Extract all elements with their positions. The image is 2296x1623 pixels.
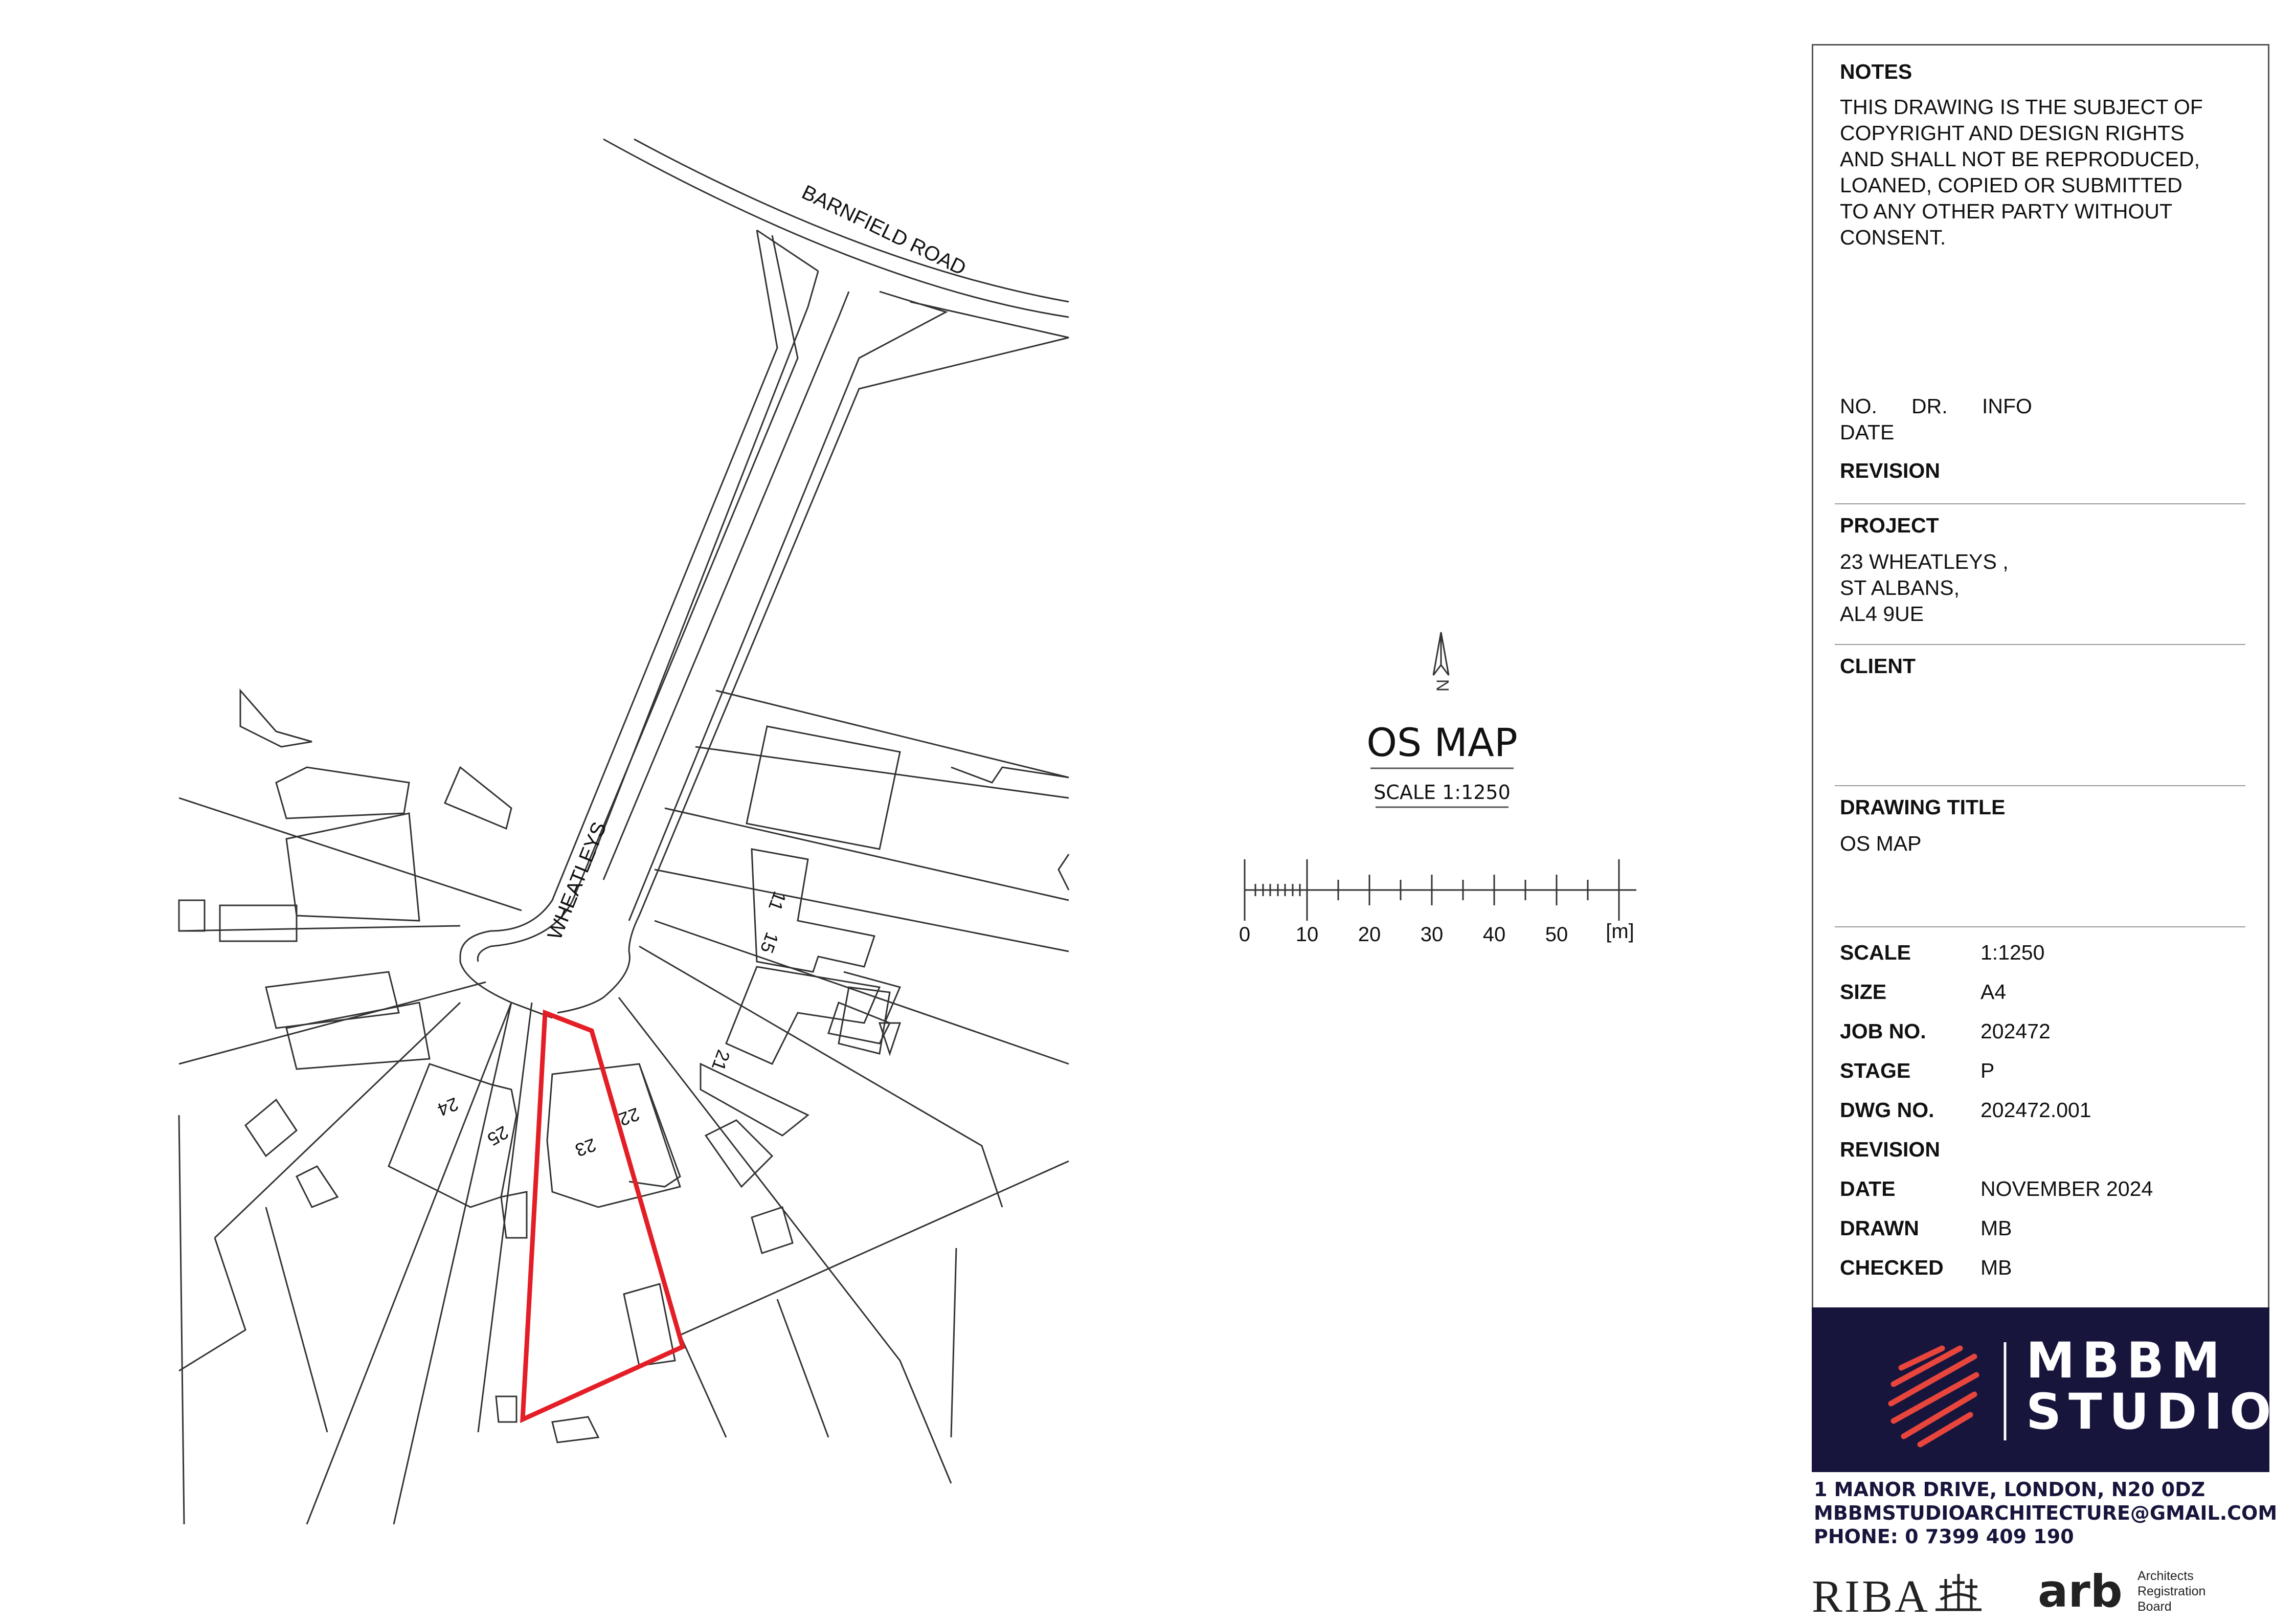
detail-label: DWG NO. bbox=[1840, 1098, 1934, 1122]
divider bbox=[1835, 785, 2245, 786]
svg-text:arb: arb bbox=[2038, 1573, 2123, 1613]
house-number: 22 bbox=[616, 1103, 643, 1130]
studio-address: 1 MANOR DRIVE, LONDON, N20 0DZ bbox=[1814, 1478, 2205, 1501]
notes-line: AND SHALL NOT BE REPRODUCED, bbox=[1840, 147, 2200, 171]
detail-value: NOVEMBER 2024 bbox=[1980, 1177, 2153, 1200]
house-number: 11 bbox=[764, 888, 791, 914]
arb-line: Architects bbox=[2137, 1569, 2194, 1583]
street-label-wheatleys: WHEATLEYS bbox=[543, 818, 611, 943]
revision-heading: REVISION bbox=[1840, 459, 1940, 482]
site-boundary bbox=[523, 1013, 683, 1419]
detail-value: MB bbox=[1980, 1256, 2012, 1279]
riba-text: RIBA bbox=[1812, 1571, 1930, 1622]
detail-label: DATE bbox=[1840, 1177, 1896, 1200]
scale-bar-label: 10 bbox=[1295, 923, 1319, 946]
drawing-title-scale: SCALE 1:1250 bbox=[1374, 781, 1511, 804]
svg-text:N: N bbox=[1433, 679, 1453, 692]
scale-bar-label: 50 bbox=[1545, 923, 1568, 946]
divider bbox=[1835, 503, 2245, 504]
divider bbox=[1835, 644, 2245, 645]
scale-bar bbox=[1245, 859, 1636, 921]
notes-line: CONSENT. bbox=[1840, 226, 1946, 249]
detail-value: A4 bbox=[1980, 980, 2007, 1004]
house-number: 24 bbox=[434, 1093, 462, 1121]
scale-bar-unit: [m] bbox=[1606, 920, 1634, 943]
project-line: 23 WHEATLEYS , bbox=[1840, 550, 2009, 573]
revision-col-date: DATE bbox=[1840, 420, 1895, 444]
riba-crest-icon bbox=[1930, 1571, 1987, 1612]
riba-logo bbox=[1812, 1570, 1930, 1623]
studio-logo-wordmark bbox=[2026, 1332, 2279, 1440]
project-line: ST ALBANS, bbox=[1840, 576, 1960, 599]
divider bbox=[1835, 926, 2245, 927]
scale-bar-label: 30 bbox=[1420, 923, 1444, 946]
detail-value: 202472 bbox=[1980, 1019, 2051, 1043]
detail-label: CHECKED bbox=[1840, 1256, 1944, 1279]
project-line: AL4 9UE bbox=[1840, 602, 1924, 626]
logo-line-1: MBBM bbox=[2026, 1332, 2227, 1389]
arb-caption bbox=[2137, 1568, 2205, 1614]
logo-line-2: STUDIO bbox=[2026, 1383, 2279, 1440]
scale-bar-label: 0 bbox=[1239, 923, 1251, 946]
drawing-title-value: OS MAP bbox=[1840, 832, 1922, 855]
arb-logo-icon bbox=[2038, 1573, 2130, 1613]
detail-label: DRAWN bbox=[1840, 1216, 1919, 1240]
north-arrow-icon bbox=[1433, 632, 1453, 692]
detail-value: 1:1250 bbox=[1980, 941, 2045, 964]
map-linework bbox=[179, 139, 1069, 1524]
title-block-panel bbox=[1812, 44, 2269, 1466]
detail-label: SIZE bbox=[1840, 980, 1887, 1004]
house-number: 15 bbox=[756, 929, 783, 956]
house-number: 21 bbox=[707, 1047, 735, 1074]
detail-label: STAGE bbox=[1840, 1059, 1911, 1082]
detail-value: MB bbox=[1980, 1216, 2012, 1240]
arb-line: Board bbox=[2137, 1599, 2172, 1614]
house-number: 23 bbox=[572, 1134, 599, 1161]
detail-value: P bbox=[1980, 1059, 1995, 1082]
detail-label: REVISION bbox=[1840, 1138, 1940, 1161]
notes-line: LOANED, COPIED OR SUBMITTED bbox=[1840, 173, 2182, 197]
detail-label: JOB NO. bbox=[1840, 1019, 1926, 1043]
revision-col-info: INFO bbox=[1982, 394, 2032, 418]
client-heading: CLIENT bbox=[1840, 654, 1916, 678]
notes-line: TO ANY OTHER PARTY WITHOUT bbox=[1840, 199, 2173, 223]
studio-phone: PHONE: 0 7399 409 190 bbox=[1814, 1525, 2074, 1548]
arb-line: Registration bbox=[2137, 1584, 2206, 1598]
revision-col-no: NO. bbox=[1840, 394, 1877, 418]
detail-value: 202472.001 bbox=[1980, 1098, 2091, 1122]
street-label-barnfield-road: BARNFIELD ROAD bbox=[798, 181, 970, 280]
drawing-title-heading: OS MAP bbox=[1366, 720, 1518, 765]
notes-line: THIS DRAWING IS THE SUBJECT OF bbox=[1840, 95, 2203, 119]
notes-heading: NOTES bbox=[1840, 60, 1912, 83]
notes-line: COPYRIGHT AND DESIGN RIGHTS bbox=[1840, 121, 2185, 145]
house-number: 25 bbox=[484, 1122, 512, 1150]
studio-email[interactable]: MBBMSTUDIOARCHITECTURE@GMAIL.COM bbox=[1814, 1502, 2278, 1524]
drawing-title-label: DRAWING TITLE bbox=[1840, 795, 2006, 819]
scale-bar-label: 40 bbox=[1482, 923, 1506, 946]
revision-col-dr: DR. bbox=[1911, 394, 1948, 418]
scale-bar-label: 20 bbox=[1358, 923, 1381, 946]
detail-label: SCALE bbox=[1840, 941, 1911, 964]
project-heading: PROJECT bbox=[1840, 514, 1939, 537]
